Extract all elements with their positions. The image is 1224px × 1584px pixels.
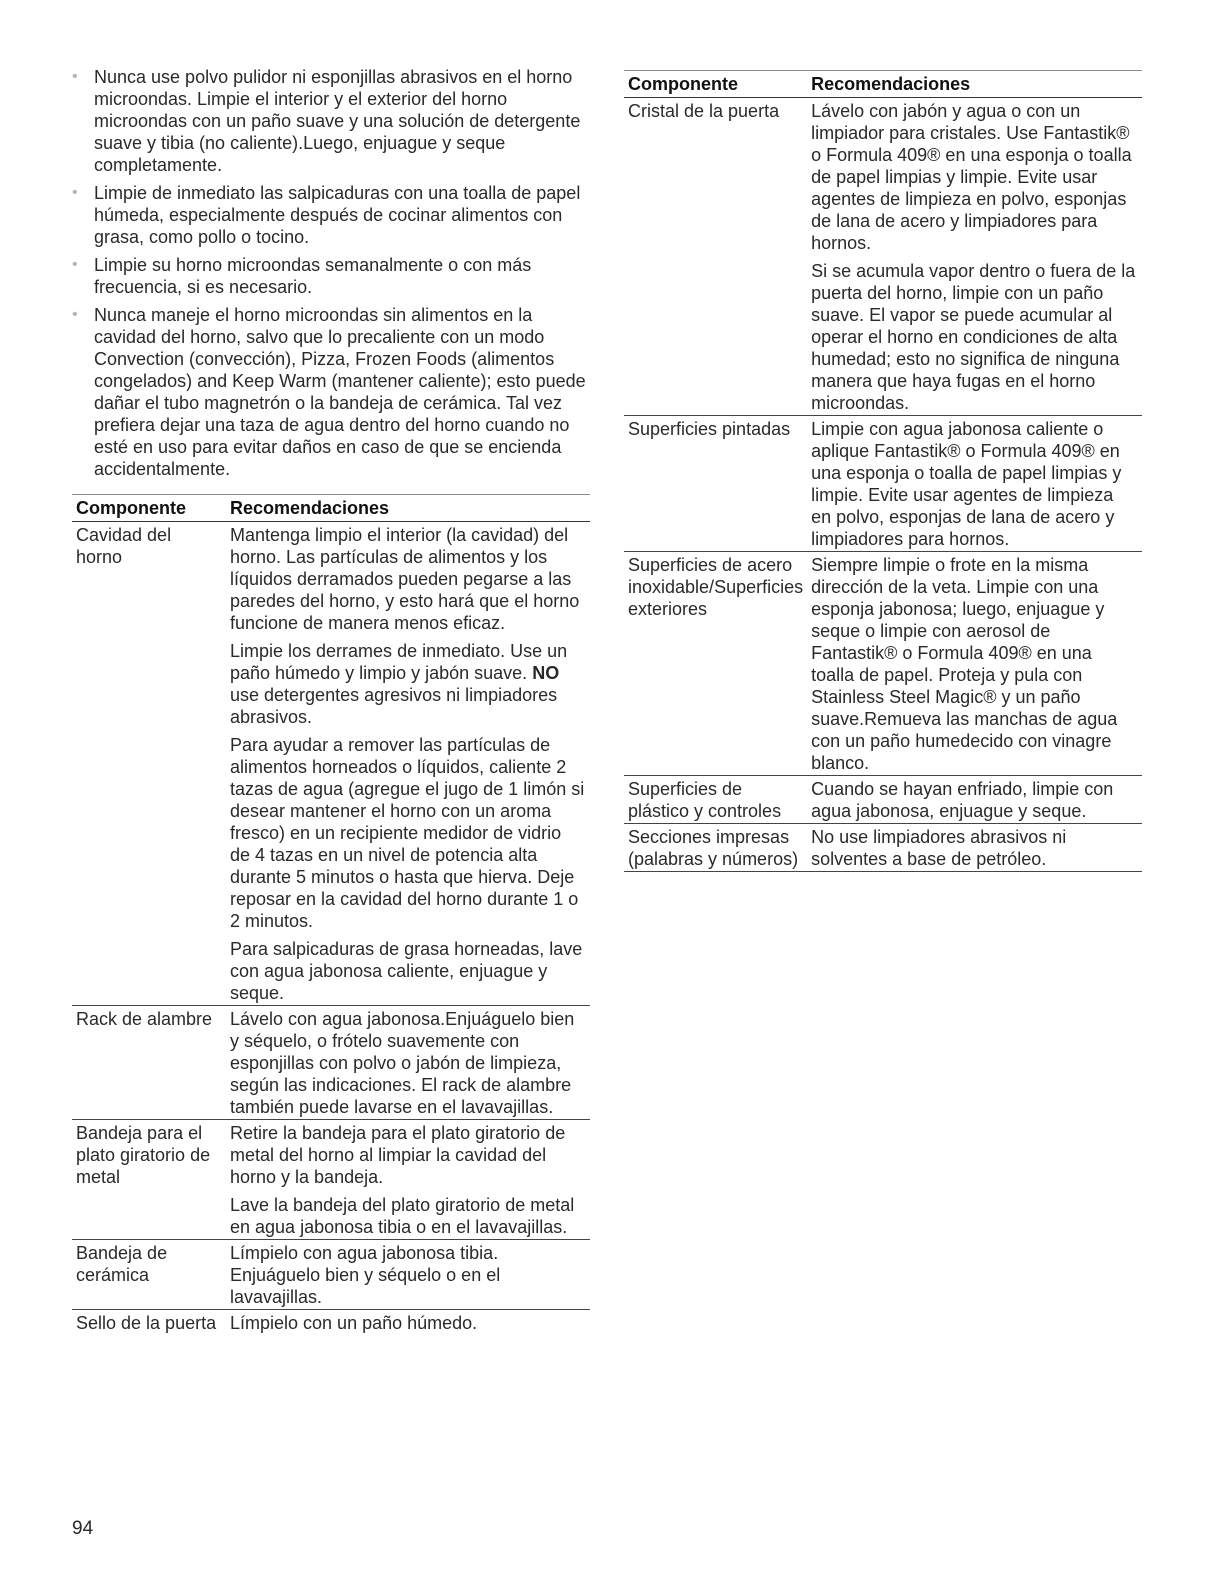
recommendation-paragraph: Siempre limpie o frote en la misma dirección de la veta. Limpie con una esponja jabonosa; luego, enjuague y seque o limpie con aerosol de Fantastik® o Formula 409® en una toalla de papel. Proteja y pula con Stainless Steel Magic® y un paño suave.Remueva las manchas de agua con un paño humedecido con vinagre blanco. — [811, 555, 1118, 773]
recommendation-paragraph: Si se acumula vapor dentro o fuera de la puerta del horno, limpie con un paño suave. El vapor se puede acumular al operar el horno en condiciones de alta humedad; esto no significa de ninguna manera que haya fugas en el horno microondas. — [811, 261, 1136, 413]
recommendation-paragraph: Lávelo con jabón y agua o con un limpiador para cristales. Use Fantastik® o Formula 409® en una esponja o toalla de papel limpias y limpie. Evite usar agentes de limpieza en polvo, esponjas de lana de acero y limpiadores para hornos. — [811, 101, 1132, 253]
recommendation-paragraph: Límpielo con un paño húmedo. — [230, 1313, 478, 1333]
list-item: • Nunca use polvo pulidor ni esponjillas abrasivos en el horno microondas. Limpie el interior y el exterior del horno microondas con un paño suave y una solución de detergente suave y tibia (no caliente).Luego, enjuague y seque completamente. — [72, 66, 590, 176]
table-row — [72, 1240, 590, 1310]
recommendation-cell — [807, 416, 1142, 552]
recommendation-paragraph: Para salpicaduras de grasa horneadas, lave con agua jabonosa caliente, enjuague y seque. — [230, 939, 583, 1003]
list-item: • Limpie de inmediato las salpicaduras con una toalla de papel húmeda, especialmente después de cocinar alimentos con grasa, como pollo o tocino. — [72, 182, 590, 248]
recommendation-cell — [807, 552, 1142, 776]
page-number: 94 — [72, 1518, 94, 1539]
recommendation-paragraph: Limpie con agua jabonosa caliente o aplique Fantastik® o Formula 409® en una esponja o toalla de papel limpias y limpie. Evite usar agentes de limpieza en polvo, esponjas de lana de acero y limpiadores para hornos. — [811, 419, 1122, 549]
table-row — [624, 776, 1142, 824]
component-cell: Superficies pintadas — [624, 416, 807, 552]
recommendation-paragraph: Límpielo con agua jabonosa tibia. Enjuáguelo bien y séquelo o en el lavavajillas. — [230, 1243, 501, 1307]
component-cell: Sello de la puerta — [76, 1313, 217, 1333]
component-cell: Bandeja de cerámica — [72, 1240, 226, 1310]
table-row — [72, 1120, 590, 1240]
cleaning-tips-list — [72, 66, 590, 480]
header-component: Componente — [72, 495, 226, 522]
recommendation-paragraph: Lávelo con agua jabonosa.Enjuáguelo bien y séquelo, o frótelo suavemente con esponjillas con polvo o jabón de limpieza, según las indicaciones. El rack de alambre también puede lavarse en el lavavajillas. — [230, 1009, 575, 1117]
header-recommendations: Recomendaciones — [226, 495, 590, 522]
table-row — [72, 1310, 590, 1336]
recommendation-cell — [807, 824, 1142, 872]
table-row — [624, 416, 1142, 552]
table-row — [624, 98, 1142, 416]
table-row — [624, 552, 1142, 776]
table-row — [72, 522, 590, 1006]
component-cell: Superficies de acero inoxidable/Superficies exteriores — [624, 552, 807, 776]
recommendation-paragraph: Para ayudar a remover las partículas de alimentos horneados o líquidos, caliente 2 tazas de agua (agregue el jugo de 1 limón si desear mantener el horno con un aroma fresco) en un recipiente medidor de vidrio de 4 tazas en un nivel de potencia alta durante 5 minutos o hasta que hierva. Deje reposar en la cavidad del horno durante 1 o 2 minutos. — [230, 735, 585, 931]
recommendation-paragraph: Mantenga limpio el interior (la cavidad) del horno. Las partículas de alimentos y los líquidos derramados pueden pegarse a las paredes del horno, y esto hará que el horno funcione de manera menos eficaz. — [230, 525, 580, 633]
recommendation-paragraph: Lave la bandeja del plato giratorio de metal en agua jabonosa tibia o en el lavavajillas. — [230, 1195, 575, 1237]
component-cell: Bandeja para el plato giratorio de metal — [72, 1120, 226, 1240]
recommendation-cell — [807, 98, 1142, 416]
recommendation-cell — [226, 522, 590, 1006]
table-row — [72, 1006, 590, 1120]
list-item: • Limpie su horno microondas semanalmente o con más frecuencia, si es necesario. — [72, 254, 590, 298]
component-cell: Rack de alambre — [72, 1006, 226, 1120]
header-recommendations: Recomendaciones — [807, 71, 1142, 98]
right-recommendations-table — [624, 70, 1142, 872]
recommendation-cell — [226, 1240, 590, 1310]
left-column — [72, 66, 590, 1335]
recommendation-cell — [226, 1310, 590, 1336]
recommendation-cell — [226, 1006, 590, 1120]
left-recommendations-table — [72, 494, 590, 1335]
recommendation-paragraph: No use limpiadores abrasivos ni solventes a base de petróleo. — [811, 827, 1067, 869]
recommendation-paragraph-warning: Limpie los derrames de inmediato. Use un paño húmedo y limpio y jabón suave. NO use detergentes agresivos ni limpiadores abrasivos. — [230, 641, 568, 727]
component-cell: Superficies de plástico y controles — [624, 776, 807, 824]
recommendation-cell — [807, 776, 1142, 824]
component-cell: Cristal de la puerta — [624, 98, 807, 416]
list-item: • Nunca maneje el horno microondas sin alimentos en la cavidad del horno, salvo que lo precaliente con un modo Convection (convección), Pizza, Frozen Foods (alimentos congelados) and Keep Warm (mantener caliente); esto puede dañar el tubo magnetrón o la bandeja de cerámica. Tal vez prefiera dejar una taza de agua dentro del horno cuando no esté en uso para evitar daños en caso de que se encienda accidentalmente. — [72, 304, 590, 480]
table-row — [624, 824, 1142, 872]
right-column — [624, 70, 1142, 872]
recommendation-paragraph: Retire la bandeja para el plato giratorio de metal del horno al limpiar la cavidad del horno y la bandeja. — [230, 1123, 566, 1187]
recommendation-cell — [226, 1120, 590, 1240]
recommendation-paragraph: Cuando se hayan enfriado, limpie con agua jabonosa, enjuague y seque. — [811, 779, 1114, 821]
emphasis-no: NO — [532, 663, 560, 683]
header-component: Componente — [624, 71, 807, 98]
component-cell: Secciones impresas (palabras y números) — [624, 824, 807, 872]
component-cell: Cavidad del horno — [72, 522, 226, 1006]
